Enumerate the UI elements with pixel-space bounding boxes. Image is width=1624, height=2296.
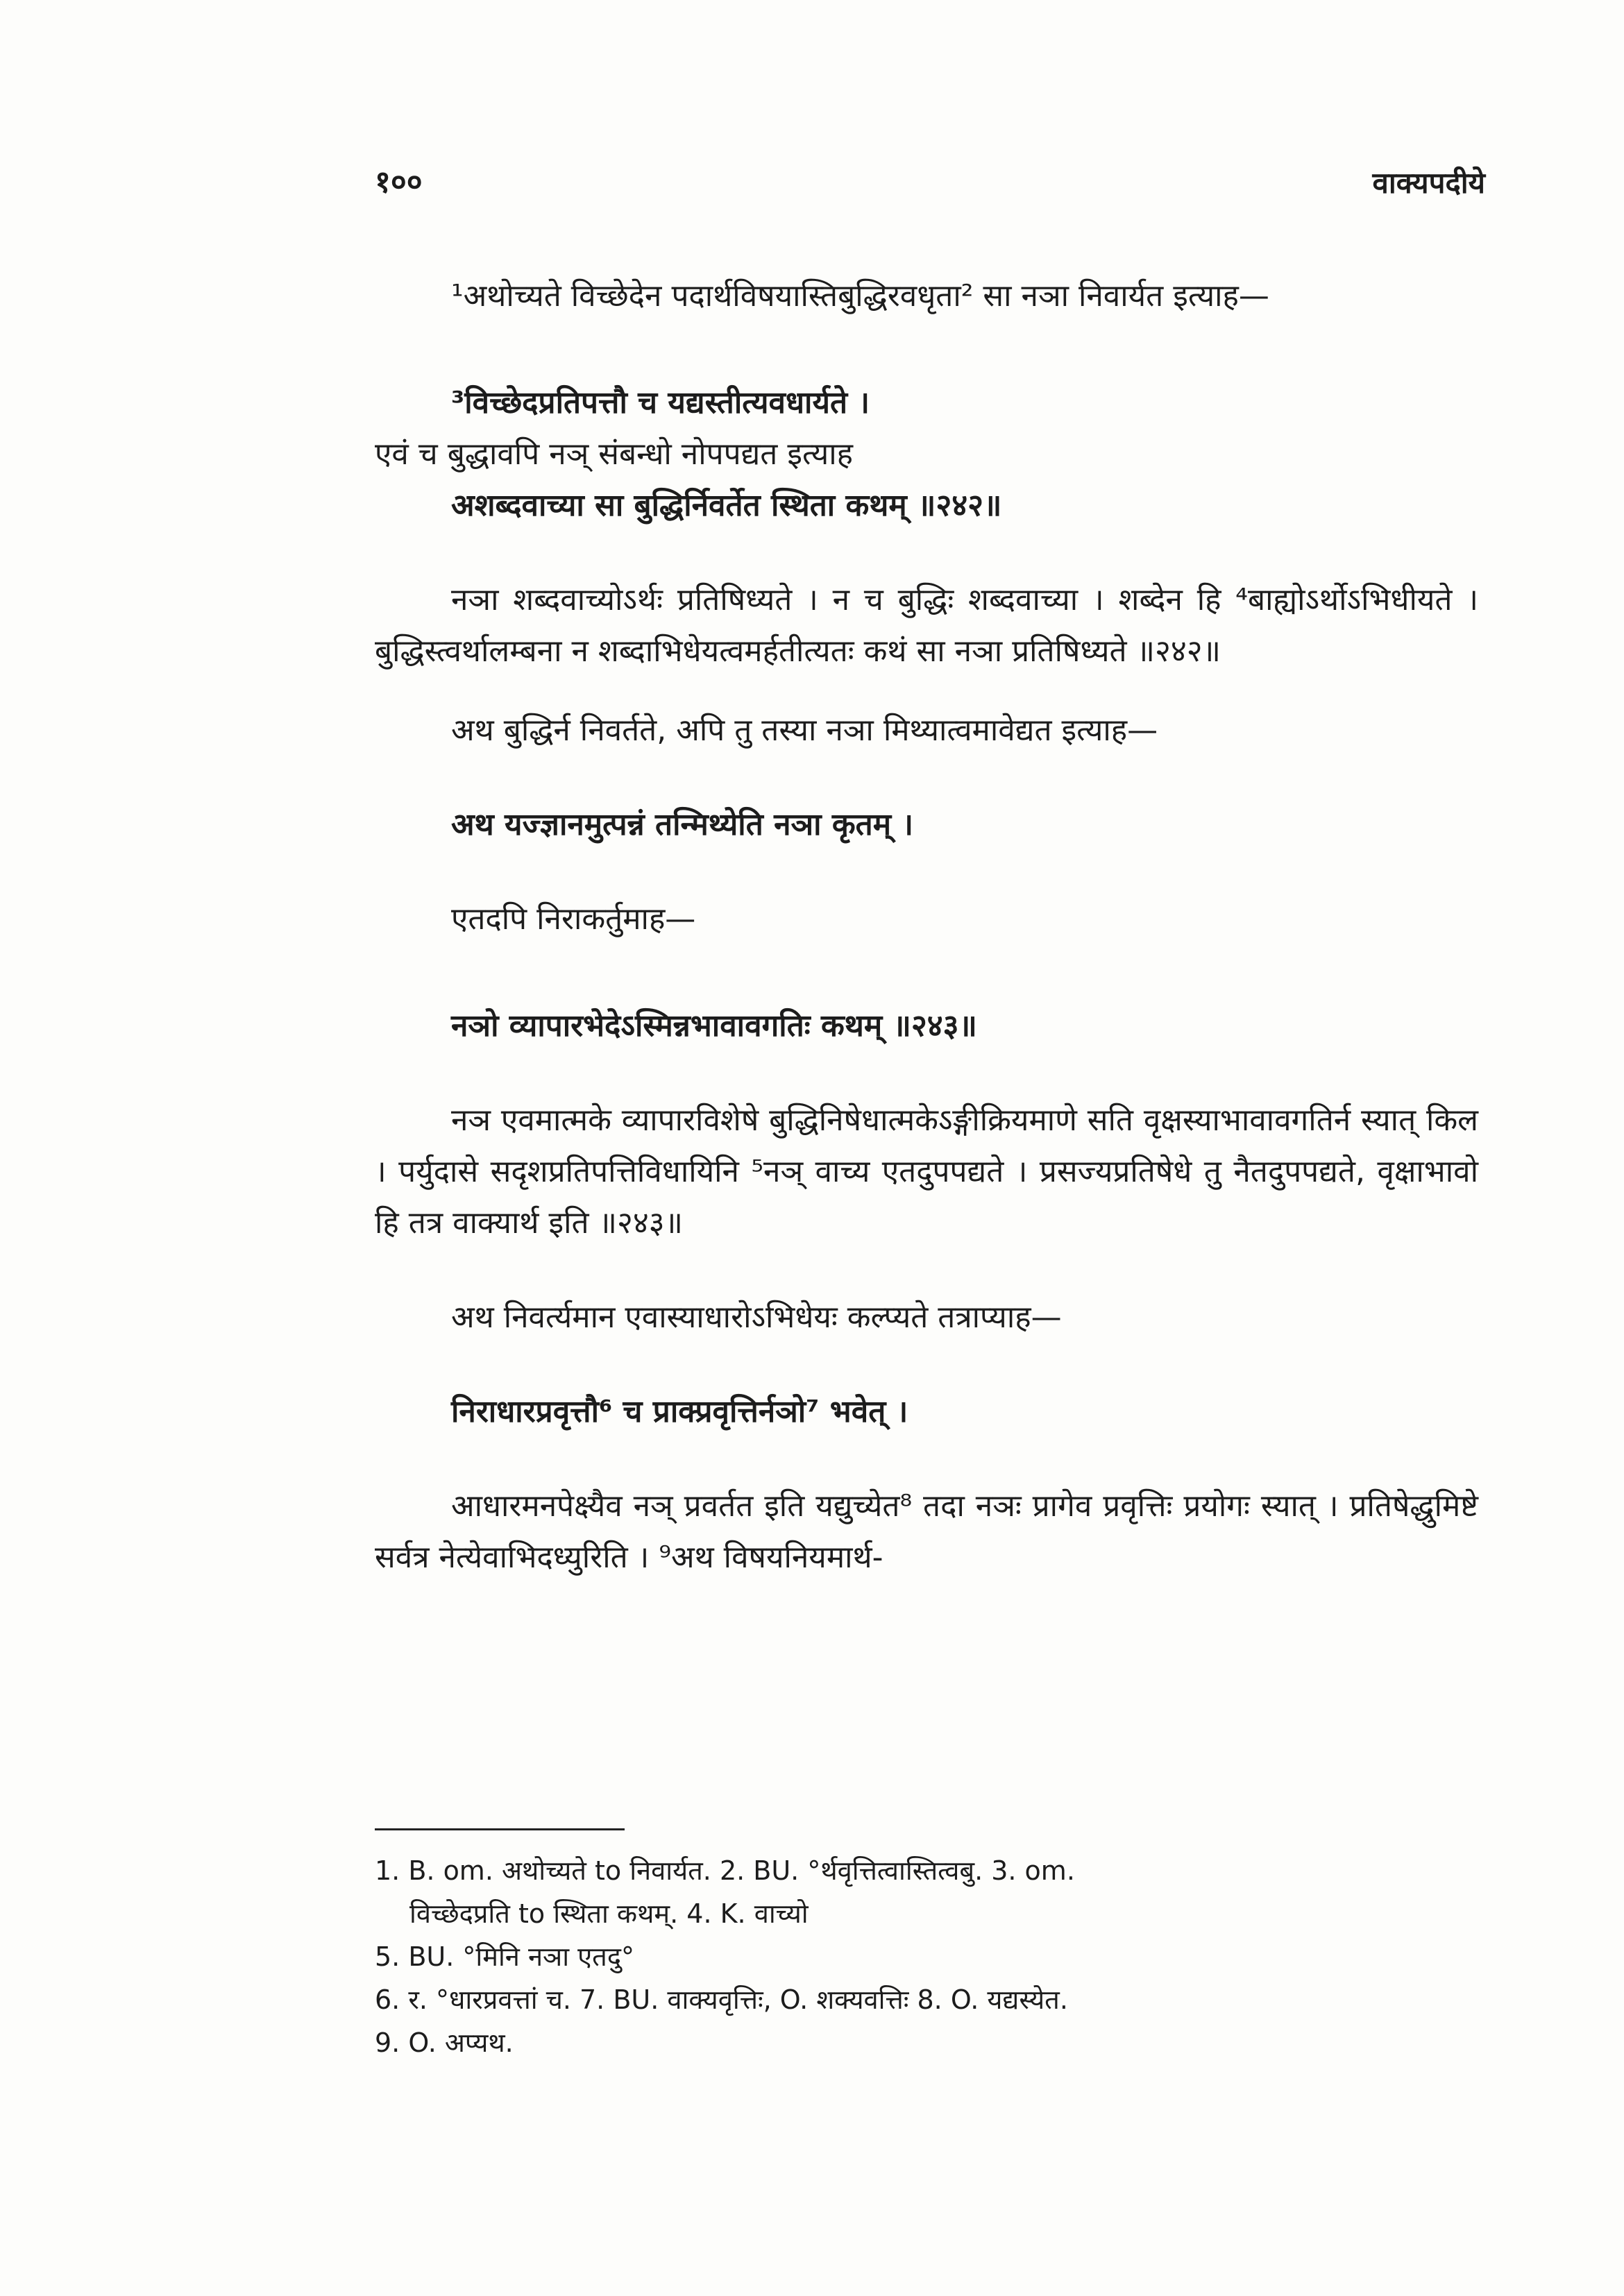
- commentary-paragraph-5: एतदपि निराकर्तुमाह—: [451, 901, 696, 937]
- commentary-paragraph-7: अथ निवर्त्यमान एवास्याधारोऽभिधेयः कल्प्यते तत्राप्याह—: [451, 1300, 1062, 1335]
- commentary-paragraph-4: अथ बुद्धिर्न निवर्तते, अपि तु तस्या नञा मिथ्यात्वमावेद्यत इत्याह—: [451, 713, 1158, 748]
- page-number: १००: [375, 164, 423, 200]
- page-header: [375, 160, 1485, 215]
- verse-line-1: ³विच्छेदप्रतिपत्तौ च यद्यस्तीत्यवधार्यते ।: [451, 385, 870, 420]
- footnote-line: 5. BU. °मिनि नञा एतदु°: [375, 1941, 635, 1972]
- footnote-line: 9. O. अप्यथ.: [375, 2027, 514, 2058]
- verse-line-5: निराधारप्रवृत्तौ⁶ च प्राक्प्रवृत्तिर्नञो⁷ भवेत् ।: [451, 1394, 908, 1429]
- running-title: वाक्यपदीये: [1372, 166, 1485, 200]
- commentary-paragraph-6: नञ एवमात्मके व्यापारविशेषे बुद्धिनिषेधात्मकेऽङ्गीक्रियमाणे सति वृक्षस्याभावावगतिर्न स्यात् किल । पर्युदासे सदृशप्रतिपत्तिविधायिनि ⁵नञ् वाच्य एतदुपपद्यते । प्रसज्यप्रतिषेधे तु नैतदुपपद्यते, वृक्षाभावो हि तत्र वाक्यार्थ इति ॥२४३॥: [375, 1103, 1478, 1241]
- footnote-line: 6. र. °धारप्रवत्तां च. 7. BU. वाक्यवृत्तिः, O. शक्यवत्तिः 8. O. यद्यस्येत.: [375, 1984, 1068, 2015]
- footnote-line: 1. B. om. अथोच्यते to निवार्यत. 2. BU. °र्थवृत्तित्वास्तित्वबु. 3. om.: [375, 1855, 1075, 1886]
- commentary-paragraph-8: आधारमनपेक्ष्यैव नञ् प्रवर्तत इति यद्युच्येत⁸ तदा नञः प्रागेव प्रवृत्तिः प्रयोगः स्यात् । प्रतिषेद्धुमिष्टे सर्वत्र नेत्येवाभिदध्युरिति । ⁹अथ विषयनियमार्थ-: [375, 1488, 1478, 1575]
- main-text: [375, 271, 1478, 1583]
- verse-line-4: नञो व्यापारभेदेऽस्मिन्नभावावगतिः कथम् ॥२४३॥: [451, 1008, 977, 1044]
- footnote-divider: [375, 1828, 625, 1830]
- footnotes: [375, 1849, 1485, 2064]
- verse-line-2: अशब्दवाच्या सा बुद्धिर्निवर्तेत स्थिता कथम् ॥२४२॥: [451, 488, 1002, 523]
- footnote-line: विच्छेदप्रति to स्थिता कथम्. 4. K. वाच्यो: [409, 1898, 809, 1929]
- commentary-paragraph-3: नञा शब्दवाच्योऽर्थः प्रतिषिध्यते । न च बुद्धिः शब्दवाच्या । शब्देन हि ⁴बाह्योऽर्थोऽभिधीयते । बुद्धिस्त्वर्थालम्बना न शब्दाभिधेयत्वमर्हतीत्यतः कथं सा नञा प्रतिषिध्यते ॥२४२॥: [375, 582, 1478, 669]
- commentary-paragraph-2: एवं च बुद्धावपि नञ् संबन्धो नोपपद्यत इत्याह: [375, 436, 854, 472]
- verse-line-3: अथ यज्ज्ञानमुत्पन्नं तन्मिथ्येति नञा कृतम् ।: [451, 807, 914, 842]
- commentary-paragraph-1: ¹अथोच्यते विच्छेदेन पदार्थविषयास्तिबुद्धिरवधृता² सा नञा निवार्यत इत्याह—: [451, 278, 1269, 314]
